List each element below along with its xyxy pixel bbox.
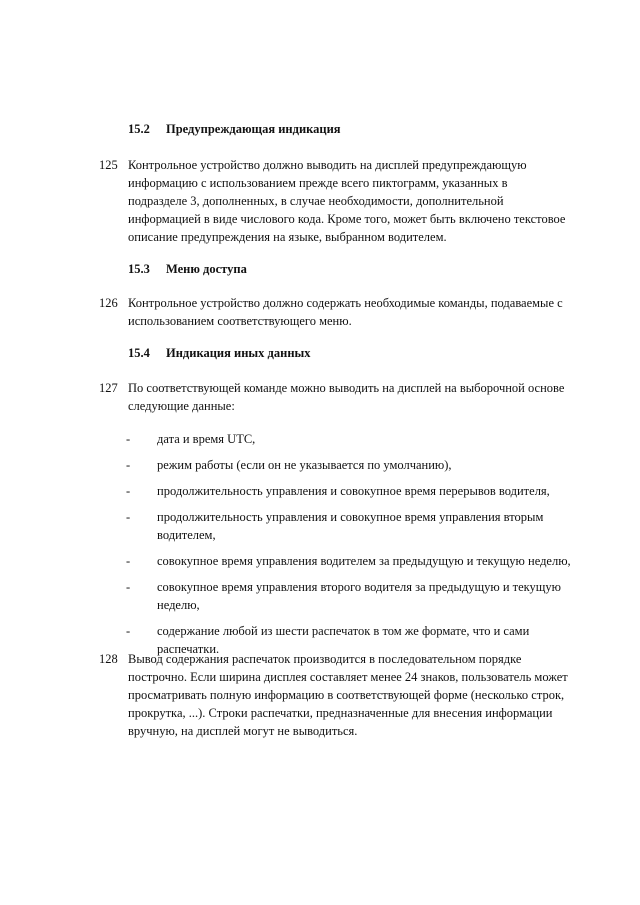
bullet-dash: - [126,624,131,638]
list-item [120,508,580,544]
bullet-dash: - [126,510,131,524]
bullet-dash: - [126,432,131,446]
section-number: 15.2 [128,122,150,136]
paragraph-text: Контрольное устройство должно выводить на дисплей предупреждающую информацию с использованием прежде всего пиктограмм, указанных в подразделе 3, дополненных, в случае необходимости, дополнительной информацией в виде числового кода. Кроме того, может быть включено текстовое описание предупреждения на языке, выбранном водителем. [128,158,566,244]
bullet-dash: - [126,458,131,472]
paragraph-number: 125 [99,158,118,172]
list-item-text: дата и время UTC, [157,432,256,446]
section-number: 15.3 [128,262,150,276]
list-item [120,578,580,614]
list-item-text: совокупное время управления второго водителя за предыдущую и текущую неделю, [157,580,561,612]
paragraph-number: 127 [99,381,118,395]
list-item-text: режим работы (если он не указывается по умолчанию), [157,458,452,472]
paragraph-number: 126 [99,296,118,310]
bullet-dash: - [126,580,131,594]
paragraph-number: 128 [99,652,118,666]
list-item-text: продолжительность управления и совокупное время управления вторым водителем, [157,510,544,542]
paragraph-text: Вывод содержания распечаток производится в последовательном порядке построчно. Если ширина дисплея составляет менее 24 знаков, пользователь может просматривать полную информацию в соответствующей форме (несколько строк, прокрутка, ...). Строки распечатки, предназначенные для внесения информации вручную, на дисплей могут не выводиться. [128,652,568,738]
paragraph-text: Контрольное устройство должно содержать необходимые команды, подаваемые с использованием соответствующего меню. [128,296,563,328]
section-title: Индикация иных данных [166,346,311,360]
bullet-dash: - [126,484,131,498]
section-title: Предупреждающая индикация [166,122,341,136]
list-item-text: продолжительность управления и совокупное время перерывов водителя, [157,484,550,498]
list-item-text: содержание любой из шести распечаток в том же формате, что и сами распечатки. [157,624,530,656]
bullet-dash: - [126,554,131,568]
bullet-list [120,430,580,658]
section-heading-15-4 [128,346,311,361]
section-heading-15-3 [128,262,247,277]
list-item [120,552,580,570]
list-item [120,482,580,500]
list-item-text: совокупное время управления водителем за предыдущую и текущую неделю, [157,554,571,568]
list-item [120,430,580,448]
section-title: Меню доступа [166,262,247,276]
list-item [120,456,580,474]
paragraph-128 [99,650,569,740]
paragraph-text: По соответствующей команде можно выводить на дисплей на выборочной основе следующие данные: [128,381,565,413]
paragraph-126 [99,294,569,330]
section-heading-15-2 [128,122,341,137]
paragraph-127 [99,379,569,415]
section-number: 15.4 [128,346,150,360]
paragraph-125 [99,156,569,246]
